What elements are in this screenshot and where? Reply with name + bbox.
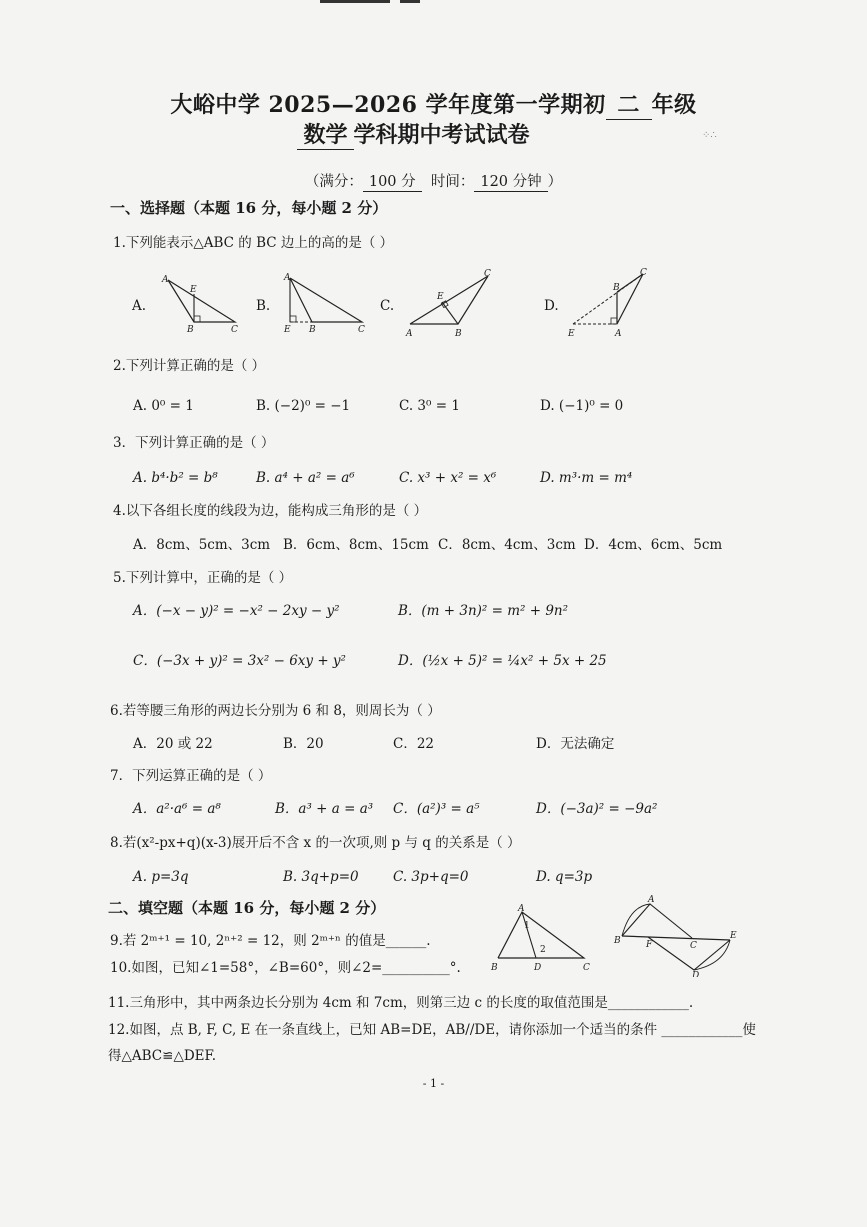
q1-figure-a <box>160 272 245 337</box>
svg-text:A: A <box>284 273 291 283</box>
q7-option-c: C．(a²)³ = a⁵ <box>393 801 480 817</box>
svg-text:C: C <box>690 941 697 951</box>
q5-option-a: A．(−x − y)² = −x² − 2xy − y² <box>133 603 340 619</box>
q3-option-b: B. a⁴ + a² = a⁶ <box>256 470 355 486</box>
svg-text:C: C <box>231 325 238 335</box>
q12-text-line2: 得△ABC≌△DEF. <box>108 1048 217 1064</box>
q6-option-b: B．20 <box>283 736 324 752</box>
q4-option-b: B．6cm、8cm、15cm <box>283 537 429 553</box>
q2-option-c: C. 3⁰ = 1 <box>399 398 460 414</box>
q7-stem: 7．下列运算正确的是（ ） <box>110 768 272 784</box>
q5-option-b: B．(m + 3n)² = m² + 9n² <box>398 603 569 619</box>
q6-option-d: D．无法确定 <box>536 736 615 752</box>
exam-title-line1: 大峪中学 2025—2026 学年度第一学期初 二 年级 <box>0 88 867 120</box>
q3-option-a: A. b⁴·b² = b⁸ <box>133 470 218 486</box>
q2-option-b: B. (−2)⁰ = −1 <box>256 398 351 414</box>
svg-text:1: 1 <box>524 921 530 931</box>
scan-mark <box>400 0 420 3</box>
svg-text:B: B <box>309 325 316 335</box>
q10-figure <box>488 902 598 974</box>
svg-text:A: A <box>518 904 525 914</box>
q5-option-d: D．(½x + 5)² = ¼x² + 5x + 25 <box>398 653 607 669</box>
score-time-line: （满分： 100 分 时间： 120 分钟 ） <box>0 170 867 192</box>
svg-text:C: C <box>358 325 365 335</box>
q7-option-b: B．a³ + a = a³ <box>275 801 374 817</box>
section1-title: 一、选择题（本题 16 分，每小题 2 分） <box>110 199 388 217</box>
q3-option-d: D. m³·m = m⁴ <box>540 470 633 486</box>
q3-option-c: C. x³ + x² = x⁶ <box>399 470 497 486</box>
svg-text:A: A <box>406 329 413 338</box>
svg-text:F: F <box>646 940 653 950</box>
svg-text:A: A <box>648 895 655 905</box>
q3-stem: 3．下列计算正确的是（ ） <box>113 435 275 451</box>
q4-option-d: D．4cm、6cm、5cm <box>584 537 723 553</box>
q4-option-c: C．8cm、4cm、3cm <box>438 537 576 553</box>
q6-option-a: A．20 或 22 <box>133 736 213 752</box>
svg-text:B: B <box>613 283 620 293</box>
page-number: - 1 - <box>422 1077 445 1090</box>
svg-text:B: B <box>491 963 498 973</box>
scan-smudge: ⁘∴ <box>702 130 717 141</box>
svg-text:E: E <box>730 931 737 941</box>
q9-text: 9.若 2ᵐ⁺¹ = 10, 2ⁿ⁺² = 12，则 2ᵐ⁺ⁿ 的值是______. <box>110 933 431 949</box>
q10-text: 10.如图，已知∠1=58°，∠B=60°，则∠2=__________°. <box>110 960 461 976</box>
svg-text:B: B <box>187 325 194 335</box>
svg-text:C: C <box>484 269 491 279</box>
q4-option-a: A．8cm、5cm、3cm <box>133 537 271 553</box>
q8-option-c: C. 3p+q=0 <box>393 869 469 885</box>
q1-figure-d <box>565 266 655 338</box>
grade-field: 二 <box>606 88 652 120</box>
q1-figure-b <box>280 272 370 337</box>
q2-option-d: D. (−1)⁰ = 0 <box>540 398 624 414</box>
q1-option-d-label: D. <box>544 298 559 314</box>
q7-option-d: D．(−3a)² = −9a² <box>536 801 658 817</box>
q8-stem: 8.若(x²-px+q)(x-3)展开后不含 x 的一次项,则 p 与 q 的关系是（ ） <box>110 835 521 851</box>
q7-option-a: A．a²·a⁶ = a⁸ <box>133 801 221 817</box>
svg-text:A: A <box>615 329 622 338</box>
q11-text: 11.三角形中，其中两条边长分别为 4cm 和 7cm，则第三边 c 的长度的取值范围是____________. <box>108 995 694 1011</box>
q1-option-c-label: C. <box>380 298 395 314</box>
svg-text:D: D <box>692 971 700 977</box>
q1-figure-c <box>402 266 497 338</box>
q12-figure <box>612 892 737 977</box>
svg-text:E: E <box>568 329 575 338</box>
q8-option-b: B. 3q+p=0 <box>283 869 359 885</box>
q2-option-a: A. 0⁰ = 1 <box>133 398 194 414</box>
scan-mark <box>320 0 390 3</box>
q1-stem: 1.下列能表示△ABC 的 BC 边上的高的是（ ） <box>113 235 394 251</box>
svg-text:2: 2 <box>540 945 546 955</box>
svg-text:B: B <box>614 936 621 946</box>
q12-text-line1: 12.如图，点 B, F, C, E 在一条直线上，已知 AB=DE，AB//DE，请你添加一个适当的条件 ____________使 <box>108 1022 756 1038</box>
q1-option-b-label: B. <box>256 298 271 314</box>
q4-stem: 4.以下各组长度的线段为边，能构成三角形的是（ ） <box>113 503 428 519</box>
svg-text:C: C <box>640 268 647 278</box>
exam-title-line2: 数学 学科期中考试试卷 <box>0 118 867 150</box>
section2-title: 二、填空题（本题 16 分，每小题 2 分） <box>108 899 386 917</box>
q8-option-d: D. q=3p <box>536 869 593 885</box>
q5-option-c: C．(−3x + y)² = 3x² − 6xy + y² <box>133 653 346 669</box>
svg-text:B: B <box>455 329 462 338</box>
svg-text:E: E <box>437 292 444 302</box>
q6-option-c: C．22 <box>393 736 435 752</box>
q5-stem: 5.下列计算中，正确的是（ ） <box>113 570 293 586</box>
subject-field: 数学 <box>297 118 353 150</box>
svg-text:D: D <box>534 963 542 973</box>
q2-stem: 2.下列计算正确的是（ ） <box>113 358 266 374</box>
svg-text:C: C <box>583 963 590 973</box>
q8-option-a: A. p=3q <box>133 869 189 885</box>
svg-text:E: E <box>284 325 291 335</box>
q1-option-a-label: A. <box>132 298 147 314</box>
svg-text:E: E <box>190 285 197 295</box>
svg-text:A: A <box>162 275 169 285</box>
q6-stem: 6.若等腰三角形的两边长分别为 6 和 8，则周长为（ ） <box>110 703 441 719</box>
